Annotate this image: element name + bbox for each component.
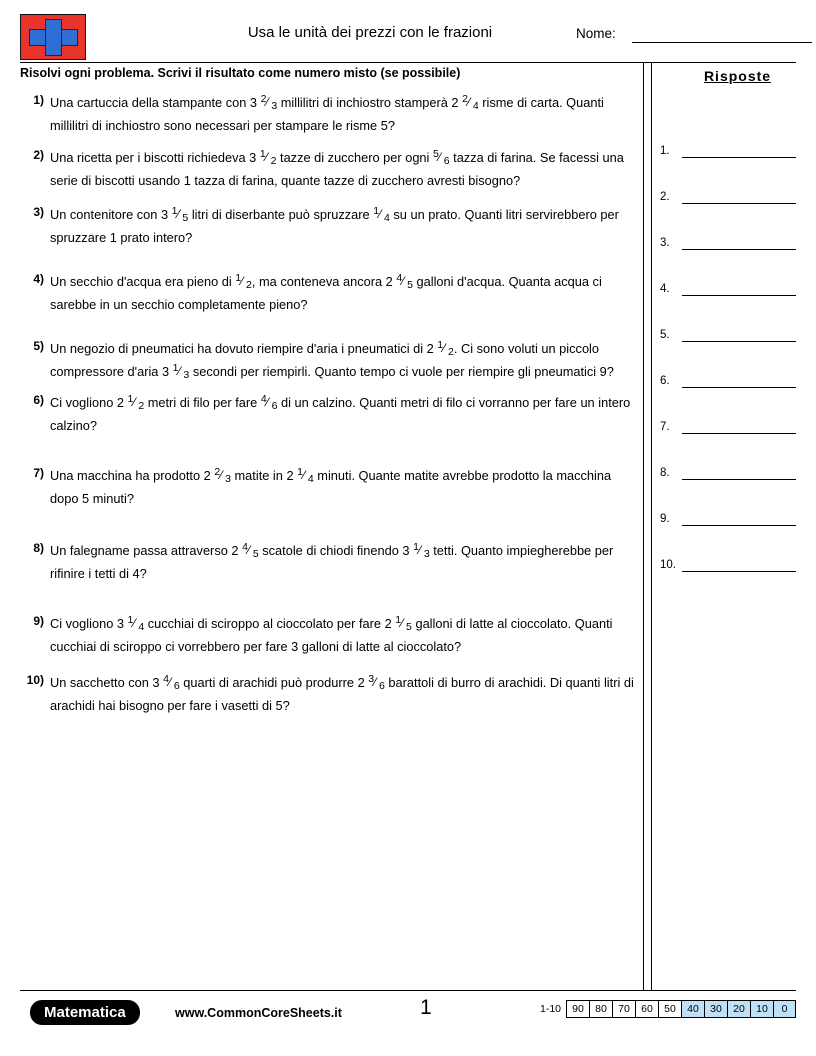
problem-number: 2) <box>33 148 44 162</box>
scale-cell: 70 <box>612 1000 635 1018</box>
fraction: 3⁄ 6 <box>368 673 385 692</box>
scale-cell: 60 <box>635 1000 658 1018</box>
fraction: 2⁄ 3 <box>260 93 278 112</box>
problem-item <box>20 392 640 437</box>
problem-text: Un falegname passa attraverso 2 4⁄ 5 scatole di chiodi finendo 3 1⁄ 3 tetti. Quanto impiegherebbe per rifinire i tetti di 4? <box>50 541 614 581</box>
answer-number: 6. <box>660 375 670 387</box>
page-footer <box>20 990 796 1040</box>
scale-cell: 0 <box>773 1000 796 1018</box>
fraction: 1⁄ 2 <box>127 393 145 412</box>
problem-text: Un sacchetto con 3 4⁄ 6 quarti di arachidi può produrre 2 3⁄ 6 barattoli di burro di arachidi. Di quanti litri di arachidi hai bisogno per fare i vasetti di 5? <box>50 673 634 713</box>
answer-input-line[interactable] <box>682 144 796 158</box>
scale-cell: 80 <box>589 1000 612 1018</box>
header-divider <box>20 62 796 63</box>
problem-text: Ci vogliono 2 1⁄ 2 metri di filo per fare 4⁄ 6 di un calzino. Quanti metri di filo ci vorranno per fare un intero calzino? <box>50 393 631 433</box>
answers-heading: Risposte <box>703 68 772 84</box>
answer-row <box>660 434 796 480</box>
problem-number: 5) <box>33 339 44 353</box>
answer-number: 10. <box>660 559 676 571</box>
problem-item <box>20 271 640 316</box>
fraction: 1⁄ 3 <box>413 541 430 560</box>
fraction: 5⁄ 6 <box>432 148 450 167</box>
problem-number: 9) <box>33 614 44 628</box>
fraction: 1⁄ 4 <box>373 205 390 224</box>
answer-number: 9. <box>660 513 670 525</box>
fraction: 1⁄ 5 <box>395 614 412 633</box>
subject-badge: Matematica <box>30 1000 140 1025</box>
logo-cross-vertical <box>45 19 62 56</box>
fraction: 1⁄ 3 <box>172 362 190 381</box>
answer-input-line[interactable] <box>682 236 796 250</box>
problem-number: 6) <box>33 393 44 407</box>
footer-divider <box>20 990 796 991</box>
fraction: 1⁄ 2 <box>259 148 277 167</box>
fraction: 1⁄ 4 <box>297 466 314 485</box>
problem-text: Una ricetta per i biscotti richiedeva 3 1⁄ 2 tazze di zucchero per ogni 5⁄ 6 tazza di farina. Se facessi una serie di biscotti usando 1 tazza di farina, quante tazze di zucchero avresti bisogno? <box>50 148 624 188</box>
page-number: 1 <box>420 996 432 1019</box>
fraction: 1⁄ 2 <box>437 339 454 358</box>
problem-text: Una macchina ha prodotto 2 2⁄ 3 matite in 2 1⁄ 4 minuti. Quante matite avrebbe prodotto la macchina dopo 5 minuti? <box>50 466 612 506</box>
answers-divider-right <box>651 62 652 990</box>
answer-row <box>660 388 796 434</box>
problem-item <box>20 540 640 585</box>
problem-text: Ci vogliono 3 1⁄ 4 cucchiai di sciroppo al cioccolato per fare 2 1⁄ 5 galloni di latte al cioccolato. Quanti cucchiai di sciroppo ci vorrebbero per fare 3 galloni di latte al cioccolato? <box>50 614 613 654</box>
answer-row <box>660 480 796 526</box>
fraction: 4⁄ 6 <box>163 673 180 692</box>
scale-cell: 20 <box>727 1000 750 1018</box>
answer-input-line[interactable] <box>682 190 796 204</box>
problem-item <box>20 147 640 192</box>
problem-item <box>20 465 640 510</box>
answer-number: 7. <box>660 421 670 433</box>
answer-row <box>660 112 796 158</box>
answer-number: 5. <box>660 329 670 341</box>
instructions-text: Risolvi ogni problema. Scrivi il risultato come numero misto (se possibile) <box>20 66 461 80</box>
fraction: 2⁄ 4 <box>462 93 479 112</box>
answer-number: 1. <box>660 145 670 157</box>
fraction: 1⁄ 2 <box>235 272 252 291</box>
problem-text: Un negozio di pneumatici ha dovuto riempire d'aria i pneumatici di 2 1⁄ 2. Ci sono voluti un piccolo compressore d'aria 3 1⁄ 3 secondi per riempirli. Quanto tempo ci vuole per riempire gli pneumatici 9? <box>50 339 614 381</box>
answer-row <box>660 204 796 250</box>
problem-text: Un secchio d'acqua era pieno di 1⁄ 2, ma conteneva ancora 2 4⁄ 5 galloni d'acqua. Quanta acqua ci sarebbe in un secchio completamente pieno? <box>50 272 602 312</box>
scale-cell: 90 <box>566 1000 589 1018</box>
answer-input-line[interactable] <box>682 374 796 388</box>
problem-number: 3) <box>33 205 44 219</box>
answer-number: 8. <box>660 467 670 479</box>
answers-divider-left <box>643 62 644 990</box>
answer-input-line[interactable] <box>682 420 796 434</box>
problem-item <box>20 204 640 249</box>
answer-row <box>660 526 796 572</box>
website-label: www.CommonCoreSheets.it <box>175 1006 342 1020</box>
page-title: Usa le unità dei prezzi con le frazioni <box>247 24 493 41</box>
name-input-line[interactable] <box>632 42 812 43</box>
scale-cell: 10 <box>750 1000 773 1018</box>
answer-row <box>660 342 796 388</box>
answers-list <box>660 112 796 572</box>
fraction: 4⁄ 5 <box>242 541 259 560</box>
problem-number: 8) <box>33 541 44 555</box>
fraction: 1⁄ 5 <box>171 205 189 224</box>
problem-item <box>20 338 640 384</box>
scale-cell: 50 <box>658 1000 681 1018</box>
answer-input-line[interactable] <box>682 558 796 572</box>
answer-input-line[interactable] <box>682 328 796 342</box>
answer-row <box>660 250 796 296</box>
page-header <box>20 14 796 54</box>
red-blue-cross-logo <box>20 14 86 60</box>
problem-text: Una cartuccia della stampante con 3 2⁄ 3 millilitri di inchiostro stamperà 2 2⁄ 4 risme di carta. Quanti millilitri di inchiostro sono necessari per stampare le risme 5? <box>50 93 604 133</box>
answer-number: 2. <box>660 191 670 203</box>
scale-cell: 30 <box>704 1000 727 1018</box>
problem-item <box>20 613 640 658</box>
problem-number: 1) <box>33 93 44 107</box>
answer-number: 4. <box>660 283 670 295</box>
problem-text: Un contenitore con 3 1⁄ 5 litri di diserbante può spruzzare 1⁄ 4 su un prato. Quanti litri servirebbero per spruzzare 1 prato intero? <box>50 205 619 245</box>
problems-list <box>20 92 640 725</box>
problem-item <box>20 92 640 137</box>
fraction: 2⁄ 3 <box>214 466 231 485</box>
fraction: 4⁄ 6 <box>260 393 278 412</box>
answer-input-line[interactable] <box>682 466 796 480</box>
problem-number: 10) <box>26 673 44 687</box>
scale-range-label: 1-10 <box>539 1003 561 1015</box>
problem-number: 7) <box>33 466 44 480</box>
answer-row <box>660 158 796 204</box>
answer-input-line[interactable] <box>682 282 796 296</box>
grading-scale <box>538 1000 796 1018</box>
fraction: 1⁄ 4 <box>127 614 145 633</box>
answer-number: 3. <box>660 237 670 249</box>
answer-row <box>660 296 796 342</box>
answer-input-line[interactable] <box>682 512 796 526</box>
scale-cell: 40 <box>681 1000 704 1018</box>
name-label: Nome: <box>576 26 616 41</box>
problem-item <box>20 672 640 717</box>
problem-number: 4) <box>33 272 44 286</box>
fraction: 4⁄ 5 <box>396 272 413 291</box>
